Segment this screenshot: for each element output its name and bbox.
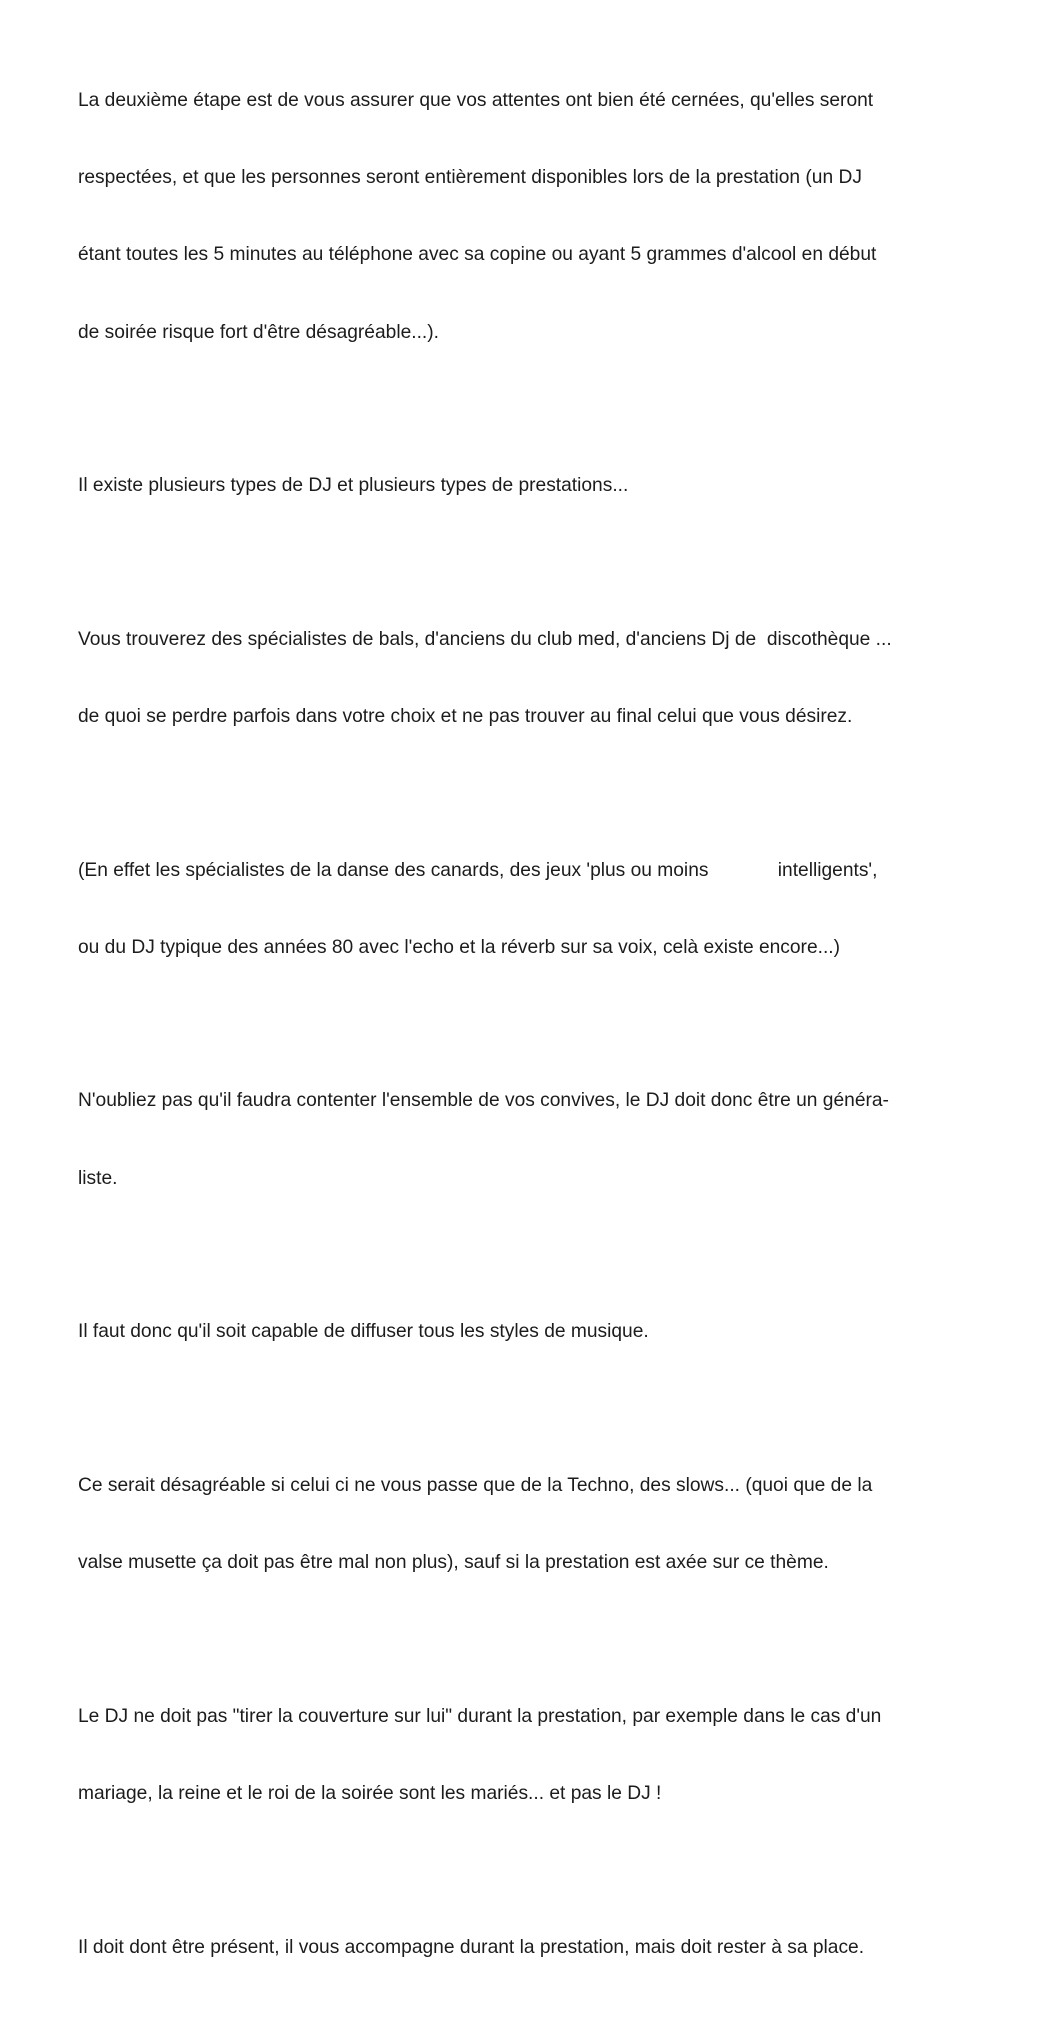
paragraph-6 (78, 1268, 978, 1397)
paragraph-7 (78, 1421, 978, 1627)
paragraph-line: respectées, et que les personnes seront entièrement disponibles lors de la prestation (un DJ (78, 166, 862, 188)
paragraph-2 (78, 422, 978, 551)
paragraph-line: Il existe plusieurs types de DJ et plusieurs types de prestations... (78, 475, 629, 497)
paragraph-line: liste. (78, 1167, 118, 1189)
document-body (78, 36, 978, 2036)
paragraph-line: Il faut donc qu'il soit capable de diffuser tous les styles de musique. (78, 1321, 649, 1343)
paragraph-line: ou du DJ typique des années 80 avec l'echo et la réverb sur sa voix, celà existe encore...) (78, 937, 840, 958)
paragraph-line: mariage, la reine et le roi de la soirée sont les mariés... et pas le DJ ! (78, 1783, 662, 1805)
paragraph-line: N'oubliez pas qu'il faudra contenter l'ensemble de vos convives, le DJ doit donc être un généra- (78, 1090, 889, 1112)
paragraph-line: La deuxième étape est de vous assurer que vos attentes ont bien été cernées, qu'elles seront (78, 89, 874, 111)
paragraph-line: (En effet les spécialistes de la danse des canards, des jeux 'plus ou moins intelligents', (78, 859, 878, 881)
paragraph-line: Il doit dont être présent, il vous accompagne durant la prestation, mais doit rester à sa place. (78, 1936, 865, 1958)
paragraph-line: Vous trouverez des spécialistes de bals, d'anciens du club med, d'anciens Dj de discothèque ... (78, 628, 892, 650)
paragraph-line: Le DJ ne doit pas "tirer la couverture sur lui" durant la prestation, par exemple dans le cas d'un (78, 1705, 882, 1727)
paragraph-1 (78, 36, 978, 397)
paragraph-5 (78, 1037, 978, 1243)
paragraph-line: de quoi se perdre parfois dans votre choix et ne pas trouver au final celui que vous désirez. (78, 706, 853, 728)
paragraph-4 (78, 806, 978, 1012)
paragraph-line: valse musette ça doit pas être mal non plus), sauf si la prestation est axée sur ce thème. (78, 1552, 829, 1574)
paragraph-line: étant toutes les 5 minutes au téléphone avec sa copine ou ayant 5 grammes d'alcool en début (78, 244, 877, 266)
paragraph-8 (78, 1652, 978, 1858)
paragraph-line: Ce serait désagréable si celui ci ne vous passe que de la Techno, des slows... (quoi que de la (78, 1474, 873, 1496)
paragraph-9 (78, 1883, 978, 2012)
paragraph-line: de soirée risque fort d'être désagréable...). (78, 321, 439, 343)
paragraph-3 (78, 575, 978, 781)
